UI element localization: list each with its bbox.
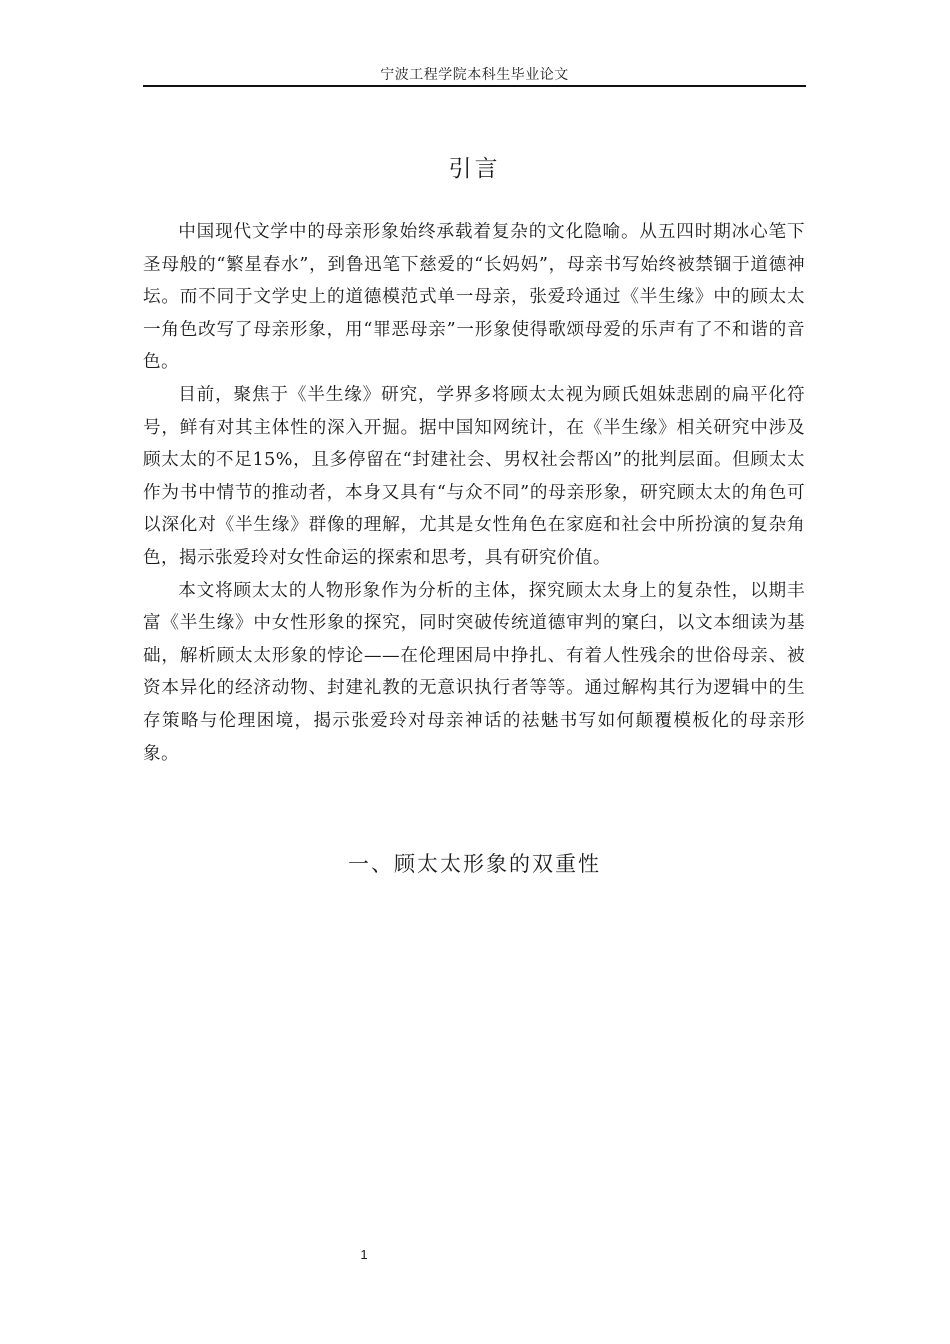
chapter-heading: 一、顾太太形象的双重性 [348, 852, 601, 876]
paragraph: 本文将顾太太的人物形象作为分析的主体，探究顾太太身上的复杂性，以期丰富《半生缘》中女性形象的探究，同时突破传统道德审判的窠臼，以文本细读为基础，解析顾太太形象的悖论——在伦理困局中挣扎、有着人性残余的世俗母亲、被资本异化的经济动物、封建礼教的无意识执行者等等。通过解构其行为逻辑中的生存策略与伦理困境，揭示张爱玲对母亲神话的祛魅书写如何颠覆模板化的母亲形象。 [143, 580, 805, 764]
paragraph: 目前，聚焦于《半生缘》研究，学界多将顾太太视为顾氏姐妹悲剧的扁平化符号，鲜有对其主体性的深入开掘。据中国知网统计，在《半生缘》相关研究中涉及顾太太的不足15%，且多停留在“封建社会、男权社会帮凶”的批判层面。但顾太太作为书中情节的推动者，本身又具有“与众不同”的母亲形象，研究顾太太的角色可以深化对《半生缘》群像的理解，尤其是女性角色在家庭和社会中所扮演的复杂角色，揭示张爱玲对女性命运的探索和思考，具有研究价值。 [143, 384, 805, 568]
running-header: 宁波工程学院本科生毕业论文 [380, 67, 569, 83]
section-title: 引言 [448, 156, 501, 182]
header-rule [143, 85, 806, 87]
body-text [143, 216, 805, 770]
paragraph: 中国现代文学中的母亲形象始终承载着复杂的文化隐喻。从五四时期冰心笔下圣母般的“繁星春水”，到鲁迅笔下慈爱的“长妈妈”，母亲书写始终被禁锢于道德神坛。而不同于文学史上的道德模范式单一母亲，张爱玲通过《半生缘》中的顾太太一角色改写了母亲形象，用“罪恶母亲”一形象使得歌颂母爱的乐声有了不和谐的音色。 [143, 222, 805, 373]
page-number: 1 [360, 1247, 368, 1262]
